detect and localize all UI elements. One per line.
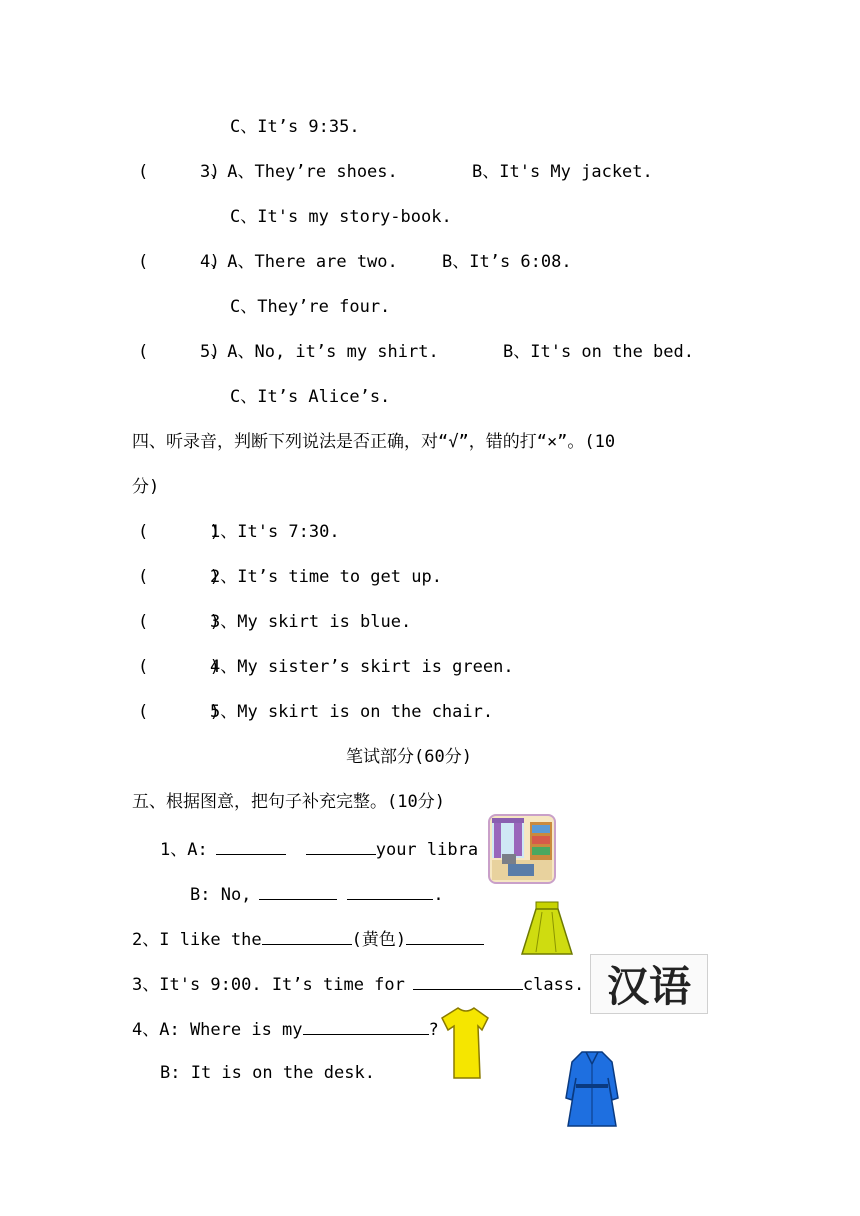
answer-paren[interactable]: ( ) [138,252,220,272]
answer-paren[interactable]: ( ) [138,702,220,722]
section4-heading: 四、听录音，判断下列说法是否正确，对“√”，错的打“×”。(10 [132,432,616,452]
statement-text: 3、My skirt is blue. [210,612,412,632]
statement-text: 4、My sister’s skirt is green. [210,657,514,677]
q3-option-c: C、It's my story-book. [230,207,452,227]
q3-option-a: 3、A、They’re shoes. [200,162,398,182]
answer-paren[interactable]: ( ) [138,567,220,587]
answer-paren[interactable]: ( ) [138,162,220,182]
answer-paren[interactable]: ( ) [138,522,220,542]
answer-paren[interactable]: ( ) [138,342,220,362]
chinese-picture-card: 汉语 [590,954,708,1014]
answer-paren[interactable]: ( ) [138,612,220,632]
q2-line: 2、I like the (黄色) [132,928,484,950]
blank-field[interactable] [306,838,376,855]
q5-option-b: B、It's on the bed. [503,342,694,362]
q4-option-b: B、It’s 6:08. [442,252,572,272]
q4-option-c: C、They’re four. [230,297,391,317]
statement-text: 1、It's 7:30. [210,522,340,542]
blank-field[interactable] [413,973,523,990]
q1-line-a: 1、A: your libra [160,840,479,860]
library-room-picture [488,814,556,884]
q4-line-a: 4、A: Where is my ? [132,1020,439,1040]
blank-field[interactable] [406,928,484,945]
yellow-dress-picture [440,1006,492,1082]
statement-text: 5、My skirt is on the chair. [210,702,494,722]
section4-heading-cont: 分) [132,477,160,497]
q3-option-b: B、It's My jacket. [472,162,653,182]
q4-option-a: 4、A、There are two. [200,252,398,272]
blank-field[interactable] [262,928,352,945]
blank-field[interactable] [347,883,433,900]
written-part-title: 笔试部分(60分) [346,747,472,767]
q3-line: 3、It's 9:00. It’s time for class. [132,975,585,995]
statement-text: 2、It’s time to get up. [210,567,442,587]
blank-field[interactable] [303,1018,429,1035]
q5-option-a: 5、A、No, it’s my shirt. [200,342,439,362]
skirt-picture [520,900,574,958]
blank-field[interactable] [216,838,286,855]
blue-coat-picture [562,1050,622,1130]
blank-field[interactable] [259,883,337,900]
answer-paren[interactable]: ( ) [138,657,220,677]
q2-option-c: C、It’s 9:35. [230,117,360,137]
section5-heading: 五、根据图意，把句子补充完整。(10分) [132,792,445,812]
q1-line-b: B: No, . [190,885,444,905]
q4-line-b: B: It is on the desk. [160,1063,375,1083]
q5-option-c: C、It’s Alice’s. [230,387,391,407]
